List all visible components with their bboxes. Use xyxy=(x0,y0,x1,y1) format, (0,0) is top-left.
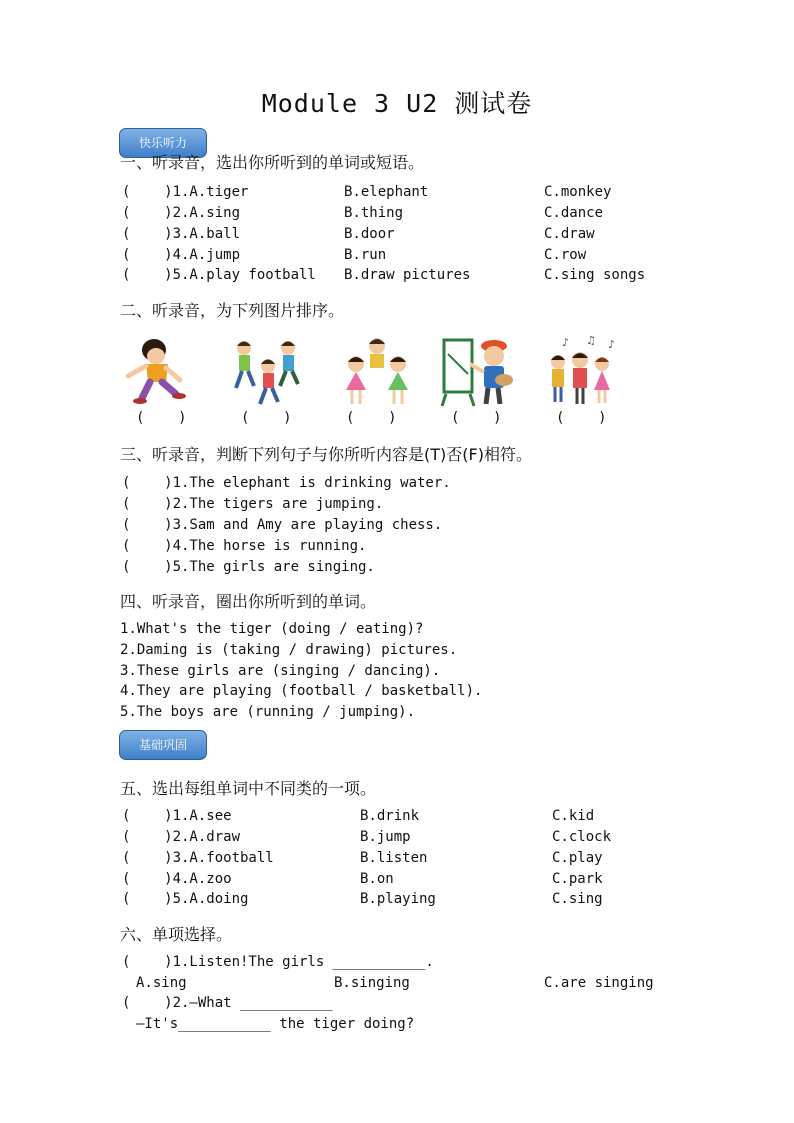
svg-text:♪: ♪ xyxy=(608,338,616,351)
option-b: B.drink xyxy=(360,808,420,824)
option-a: ( )2.A.draw xyxy=(122,829,241,845)
option-a: ( )5.A.doing xyxy=(122,891,249,907)
section-2-heading: 二、听录音，为下列图片排序。 xyxy=(120,301,345,320)
option-c: C.kid xyxy=(552,808,595,824)
section-4-heading: 四、听录音，圈出你所听到的单词。 xyxy=(120,592,377,611)
option-a: ( )4.A.jump xyxy=(122,247,241,263)
option-a: ( )3.A.ball xyxy=(122,226,241,242)
option-c: C.sing songs xyxy=(544,267,646,283)
option-c: C.draw xyxy=(544,226,595,242)
option-a: ( )3.A.football xyxy=(122,850,274,866)
answer-blank: ( ) xyxy=(346,410,397,426)
option-b: B.draw pictures xyxy=(344,267,471,283)
singing-kids-picture xyxy=(542,334,624,408)
option-b: B.listen xyxy=(360,850,428,866)
option-a: ( )4.A.zoo xyxy=(122,871,232,887)
listening-badge: 快乐听力 xyxy=(119,128,207,158)
option-c: C.sing xyxy=(552,891,603,907)
answer-blank: ( ) xyxy=(241,410,292,426)
answer-blank: ( ) xyxy=(136,410,187,426)
option-a: ( )1.A.tiger xyxy=(122,184,249,200)
list-item: 1.What's the tiger (doing / eating)? xyxy=(120,621,424,637)
question-2-reply: —It's___________ the tiger doing? xyxy=(136,1016,415,1032)
list-item: ( )3.Sam and Amy are playing chess. xyxy=(122,517,443,533)
option-b: B.playing xyxy=(360,891,436,907)
q1-option-c: C.are singing xyxy=(544,975,654,991)
answer-blank: ( ) xyxy=(556,410,607,426)
list-item: ( )1.The elephant is drinking water. xyxy=(122,475,451,491)
answer-blank: ( ) xyxy=(451,410,502,426)
option-c: C.monkey xyxy=(544,184,612,200)
list-item: ( )4.The horse is running. xyxy=(122,538,367,554)
svg-text:♪: ♪ xyxy=(562,336,570,349)
option-a: ( )5.A.play football xyxy=(122,267,316,283)
section-3-heading: 三、听录音，判断下列句子与你所听内容是(T)否(F)相符。 xyxy=(120,445,532,464)
option-c: C.row xyxy=(544,247,587,263)
dancing-girls-picture xyxy=(336,334,418,408)
option-b: B.on xyxy=(360,871,394,887)
running-kids-picture xyxy=(222,334,304,408)
option-b: B.door xyxy=(344,226,395,242)
option-b: B.thing xyxy=(344,205,404,221)
section-1-heading: 一、听录音，选出你所听到的单词或短语。 xyxy=(120,153,425,172)
list-item: ( )2.The tigers are jumping. xyxy=(122,496,384,512)
option-c: C.clock xyxy=(552,829,612,845)
q1-option-b: B.singing xyxy=(334,975,410,991)
option-b: B.elephant xyxy=(344,184,429,200)
option-a: ( )2.A.sing xyxy=(122,205,241,221)
list-item: 4.They are playing (football / basketball). xyxy=(120,683,483,699)
option-b: B.run xyxy=(344,247,387,263)
option-a: ( )1.A.see xyxy=(122,808,232,824)
painting-boy-picture xyxy=(438,334,520,408)
question-2: ( )2.—What ___________ xyxy=(122,995,333,1011)
page-title: Module 3 U2 测试卷 xyxy=(261,89,533,118)
section-6-heading: 六、单项选择。 xyxy=(120,925,233,944)
svg-text:♫: ♫ xyxy=(586,334,596,347)
jumping-child-picture xyxy=(120,334,202,408)
option-c: C.dance xyxy=(544,205,604,221)
question-1: ( )1.Listen!The girls ___________. xyxy=(122,954,434,970)
option-b: B.jump xyxy=(360,829,411,845)
section-5-heading: 五、选出每组单词中不同类的一项。 xyxy=(120,779,377,798)
basics-badge: 基础巩固 xyxy=(119,730,207,760)
list-item: 2.Daming is (taking / drawing) pictures. xyxy=(120,642,458,658)
list-item: ( )5.The girls are singing. xyxy=(122,559,375,575)
option-c: C.park xyxy=(552,871,603,887)
list-item: 5.The boys are (running / jumping). xyxy=(120,704,416,720)
list-item: 3.These girls are (singing / dancing). xyxy=(120,663,441,679)
option-c: C.play xyxy=(552,850,603,866)
q1-option-a: A.sing xyxy=(136,975,187,991)
